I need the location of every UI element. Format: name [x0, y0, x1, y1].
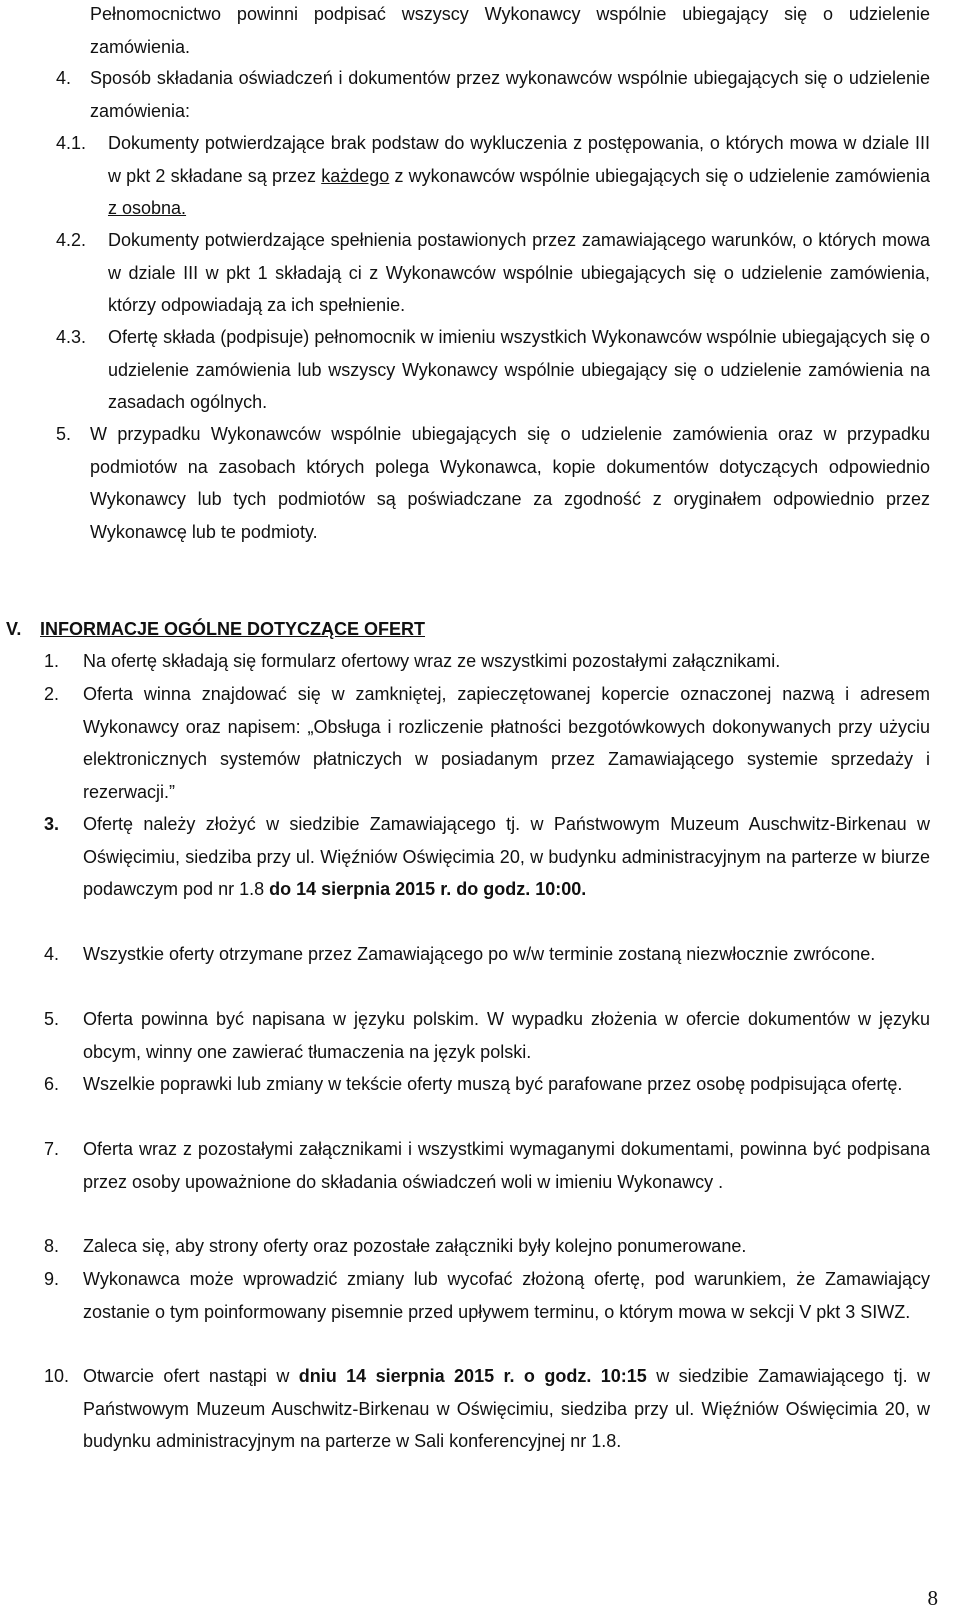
- section-title: INFORMACJE OGÓLNE DOTYCZĄCE OFERT: [40, 619, 426, 639]
- paragraph-5: W przypadku Wykonawców wspólnie ubiegających się o udzielenie zamówienia oraz w przypadku podmiotów na zasobach których polega Wykonawca, kopie dokumentów dotyczących odpowiednio Wykonawcy lub tych podmiotów są poświadczane za zgodność z oryginałem odpowiednio przez Wykonawcę lub te podmioty.: [90, 424, 930, 542]
- list-item-5-text: Oferta powinna być napisana w języku polskim. W wypadku złożenia w ofercie dokumentów w języku obcym, winny one zawierać tłumaczenia na język polski.: [83, 1009, 930, 1062]
- paragraph-4-1: [108, 127, 930, 225]
- list-item-4-number: 4.: [44, 944, 60, 964]
- list-item-3-number: 3.: [44, 814, 60, 834]
- list-item-1-number: 1.: [44, 651, 60, 671]
- list-item-2-text: Oferta winna znajdować się w zamkniętej, zapieczętowanej kopercie oznaczonej nazwą i adresem Wykonawcy oraz napisem: „Obsługa i rozliczenie płatności bezgotówkowych dokonywanych przy użyciu elektronicznych systemów płatniczych w posiadanym przez Zamawiającego systemie sprzedaży i rezerwacji.”: [83, 684, 930, 802]
- paragraph-4-1-text-b: z wykonawców wspólnie ubiegających się o udzielenie zamówienia: [389, 165, 931, 186]
- list-item-9-number: 9.: [44, 1269, 60, 1289]
- item-number-5: 5.: [56, 424, 72, 444]
- list-item-3-text: [83, 808, 930, 906]
- list-item-2-number: 2.: [44, 684, 60, 704]
- list-item-9-text: Wykonawca może wprowadzić zmiany lub wycofać złożoną ofertę, pod warunkiem, że Zamawiający zostanie o tym poinformowany pisemnie przed upływem terminu, o którym mowa w sekcji V pkt 3 SIWZ.: [83, 1269, 930, 1322]
- list-item-7-text: Oferta wraz z pozostałymi załącznikami i wszystkimi wymaganymi dokumentami, powinna być podpisana przez osoby upoważnione do składania oświadczeń woli w imieniu Wykonawcy .: [83, 1139, 930, 1192]
- item-number-4-2: 4.2.: [56, 230, 87, 250]
- paragraph-4-1-underline-separately: z osobna.: [108, 198, 187, 218]
- list-item-10-number: 10.: [44, 1366, 70, 1386]
- paragraph-4-2: Dokumenty potwierdzające spełnienia postawionych przez zamawiającego warunków, o których mowa w dziale III w pkt 1 składają ci z Wykonawców wspólnie ubiegających się o udzielenie zamówienia, którzy odpowiadają za ich spełnienie.: [108, 230, 930, 315]
- list-item-6-text: Wszelkie poprawki lub zmiany w tekście oferty muszą być parafowane przez osobę podpisująca ofertę.: [83, 1074, 903, 1094]
- list-item-10-text-c: w siedzibie Zamawiającego tj. w Państwowym Muzeum Auschwitz-Birkenau w Oświęcimiu, siedziba przy ul. Więźniów Oświęcimia 20, w budynku administracyjnym na parterze w Sali konferencyjnej nr 1.8.: [83, 1366, 930, 1451]
- section-number: V.: [6, 619, 22, 639]
- list-item-10-text-a: Otwarcie ofert nastąpi w: [83, 1366, 299, 1386]
- paragraph-4-1-text-a: Dokumenty potwierdzające brak podstaw do wykluczenia z postępowania, o których mowa w dziale III w pkt 2 składane są przez: [108, 133, 930, 186]
- paragraph-power-of-attorney: Pełnomocnictwo powinni podpisać wszyscy Wykonawcy wspólnie ubiegający się o udzielenie zamówienia.: [90, 4, 930, 57]
- list-item-3-text-a: Ofertę należy złożyć w siedzibie Zamawiającego tj. w Państwowym Muzeum Auschwitz-Birkenau w Oświęcimiu, siedziba przy ul. Więźniów Oświęcimia 20, w budynku administracyjnym na parterze w biurze podawczym pod nr 1.8: [83, 814, 930, 899]
- list-item-5-number: 5.: [44, 1009, 60, 1029]
- list-item-6-number: 6.: [44, 1074, 60, 1094]
- item-number-4-3: 4.3.: [56, 327, 87, 347]
- list-item-7-number: 7.: [44, 1139, 60, 1159]
- list-item-4-text: Wszystkie oferty otrzymane przez Zamawiającego po w/w terminie zostaną niezwłocznie zwrócone.: [83, 944, 876, 964]
- paragraph-4-1-underline-each: każdego: [321, 165, 390, 186]
- item-number-4-1: 4.1.: [56, 133, 87, 153]
- list-item-1-text: Na ofertę składają się formularz ofertowy wraz ze wszystkimi pozostałymi załącznikami.: [83, 651, 781, 671]
- list-item-8-text: Zaleca się, aby strony oferty oraz pozostałe załączniki były kolejno ponumerowane.: [83, 1236, 747, 1256]
- paragraph-4-3: Ofertę składa (podpisuje) pełnomocnik w imieniu wszystkich Wykonawców wspólnie ubiegających się o udzielenie zamówienia lub wszyscy Wykonawcy wspólnie ubiegający się o udzielenie zamówienia na zasadach ogólnych.: [108, 327, 930, 412]
- list-item-10-opening-date: dniu 14 sierpnia 2015 r. o godz. 10:15: [298, 1366, 647, 1386]
- list-item-3-deadline: do 14 sierpnia 2015 r. do godz. 10:00.: [269, 879, 587, 899]
- list-item-8-number: 8.: [44, 1236, 60, 1256]
- list-item-10-text: [83, 1360, 930, 1458]
- page-number: 8: [927, 1586, 938, 1610]
- paragraph-4: Sposób składania oświadczeń i dokumentów przez wykonawców wspólnie ubiegających się o udzielenie zamówienia:: [90, 68, 930, 121]
- item-number-4: 4.: [56, 68, 72, 88]
